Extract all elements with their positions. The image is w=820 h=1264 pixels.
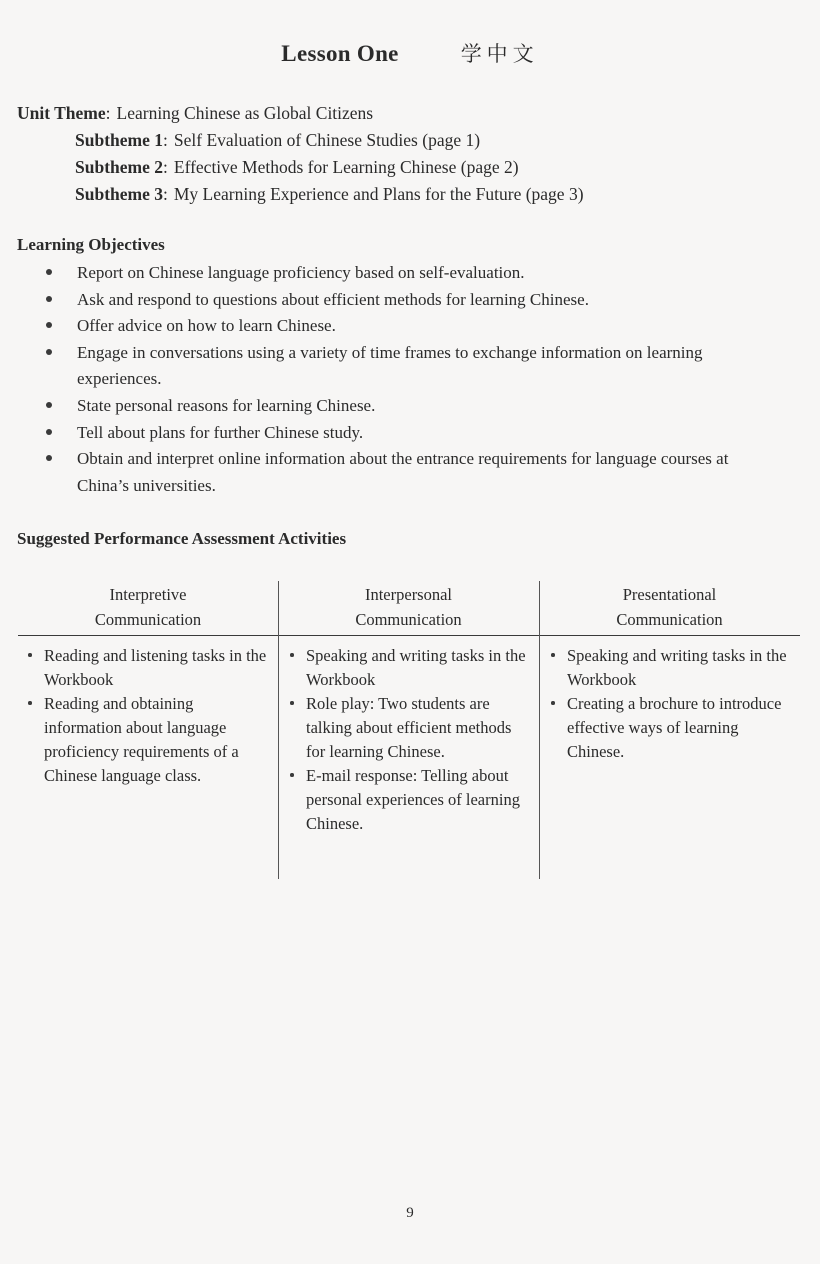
activity-text: Role play: Two students are talking about efficient methods for learning Chinese. — [306, 694, 512, 761]
list-item — [44, 340, 784, 393]
activity-text: Creating a brochure to introduce effective ways of learning Chinese. — [567, 694, 782, 761]
unit-theme-label: Unit Theme — [17, 103, 106, 123]
list-item — [539, 644, 800, 692]
list-item — [278, 644, 539, 692]
table-cell-presentational — [539, 636, 800, 876]
activity-text: Speaking and writing tasks in the Workbook — [306, 646, 526, 689]
header-line-1: Presentational — [622, 585, 717, 604]
bullet-icon — [28, 701, 32, 705]
subtheme-3-label: Subtheme 3 — [75, 184, 163, 204]
subtheme-2-value: Effective Methods for Learning Chinese (page 2) — [173, 157, 519, 177]
table-vertical-rule-1 — [278, 581, 279, 879]
table-header-row — [18, 578, 800, 636]
bullet-icon — [46, 322, 52, 328]
header-line-2: Communication — [616, 610, 723, 629]
objective-text: State personal reasons for learning Chinese. — [77, 395, 376, 415]
table-cell-interpersonal — [278, 636, 539, 876]
activity-list — [278, 644, 539, 836]
unit-theme-block — [17, 100, 797, 208]
table-column-header-presentational — [539, 578, 800, 636]
subtheme-line-3 — [17, 181, 797, 208]
unit-theme-line — [17, 100, 797, 127]
subtheme-1-value: Self Evaluation of Chinese Studies (page 1) — [173, 130, 481, 150]
bullet-icon — [551, 701, 555, 705]
objective-text: Offer advice on how to learn Chinese. — [77, 316, 336, 336]
bullet-icon — [290, 701, 294, 705]
bullet-icon — [46, 269, 52, 275]
bullet-icon — [46, 429, 52, 435]
page-number: 9 — [406, 1205, 414, 1221]
table-cell-interpretive — [18, 636, 278, 876]
list-item — [44, 260, 784, 287]
list-item — [18, 644, 278, 692]
assessment-table — [18, 578, 800, 880]
header-line-1: Interpersonal — [364, 585, 453, 604]
subtheme-2-label: Subtheme 2 — [75, 157, 163, 177]
objective-text: Tell about plans for further Chinese study. — [77, 422, 364, 442]
subtheme-2-colon: : — [163, 157, 168, 177]
subtheme-3-value: My Learning Experience and Plans for the Future (page 3) — [173, 184, 584, 204]
header-line-2: Communication — [355, 610, 462, 629]
list-item — [278, 692, 539, 764]
subtheme-line-1 — [17, 127, 797, 154]
list-item — [18, 692, 278, 788]
objective-text: Report on Chinese language proficiency based on self-evaluation. — [77, 263, 525, 282]
activity-list — [18, 644, 278, 788]
subtheme-1-colon: : — [163, 130, 168, 150]
activity-text: Reading and listening tasks in the Workbook — [44, 646, 267, 689]
lesson-title-english: Lesson One — [281, 41, 399, 66]
list-item — [44, 313, 784, 340]
unit-theme-value: Learning Chinese as Global Citizens — [116, 103, 374, 123]
table-horizontal-rule — [18, 635, 800, 636]
lesson-title-chinese: 学中文 — [460, 42, 539, 66]
header-line-2: Communication — [94, 610, 202, 629]
bullet-icon — [46, 402, 52, 408]
bullet-icon — [551, 653, 555, 657]
list-item — [44, 287, 784, 314]
activity-list — [539, 644, 800, 764]
list-item — [278, 764, 539, 836]
page-title — [0, 38, 820, 68]
learning-objectives-heading: Learning Objectives — [17, 235, 165, 254]
subtheme-3-colon: : — [163, 184, 168, 204]
list-item — [539, 692, 800, 764]
bullet-icon — [46, 296, 52, 302]
bullet-icon — [46, 349, 52, 355]
table-column-header-interpretive — [18, 578, 278, 636]
list-item — [44, 446, 784, 499]
learning-objectives-list — [44, 260, 784, 499]
activity-text: Speaking and writing tasks in the Workbook — [567, 646, 787, 689]
bullet-icon — [46, 455, 52, 461]
activity-text: E-mail response: Telling about personal experiences of learning Chinese. — [306, 766, 520, 833]
table-body-row — [18, 636, 800, 876]
table-column-header-interpersonal — [278, 578, 539, 636]
subtheme-line-2 — [17, 154, 797, 181]
bullet-icon — [28, 653, 32, 657]
list-item — [44, 420, 784, 447]
objective-text: Engage in conversations using a variety of time frames to exchange information on learning experiences. — [77, 342, 703, 389]
activity-text: Reading and obtaining information about language proficiency requirements of a Chinese language class. — [44, 694, 239, 785]
table-vertical-rule-2 — [539, 581, 540, 879]
list-item — [44, 393, 784, 420]
objective-text: Obtain and interpret online information about the entrance requirements for language courses at China’s universities. — [77, 449, 729, 495]
assessment-heading: Suggested Performance Assessment Activities — [17, 529, 347, 548]
unit-theme-colon: : — [105, 103, 111, 123]
bullet-icon — [290, 653, 294, 657]
bullet-icon — [290, 773, 294, 777]
subtheme-1-label: Subtheme 1 — [75, 130, 163, 150]
header-line-1: Interpretive — [109, 585, 187, 604]
objective-text: Ask and respond to questions about efficient methods for learning Chinese. — [77, 289, 589, 309]
